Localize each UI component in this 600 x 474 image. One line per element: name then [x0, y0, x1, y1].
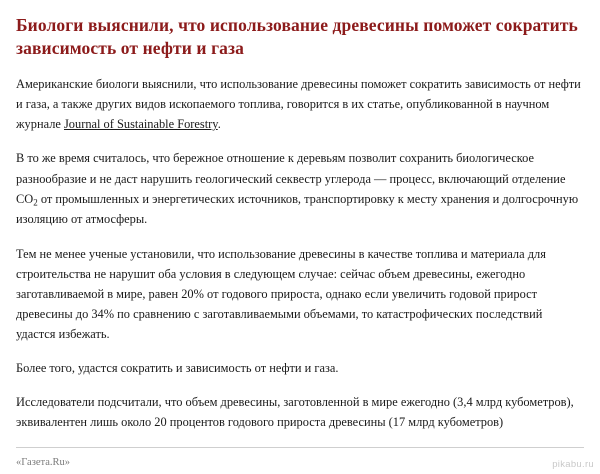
journal-link[interactable]: Journal of Sustainable Forestry — [63, 117, 218, 132]
page-title: Биологи выяснили, что использование древесины поможет сократить зависимость от нефти и газа — [16, 15, 578, 59]
footer-divider — [16, 447, 584, 448]
article-paragraph-1 — [16, 74, 584, 134]
paragraph-text: Более того, удастся сократить и зависимость от нефти и газа. — [16, 361, 339, 376]
article-paragraph-4 — [16, 358, 584, 378]
article-paragraph-2 — [16, 148, 584, 229]
paragraph-text-tail: от промышленных и энергетических источников, транспортировку к месту хранения и долгосрочную изоляцию от атмосферы. — [16, 191, 579, 227]
paragraph-text: Исследователи подсчитали, что объем древесины, заготовленной в мире ежегодно (3,4 млрд кубометров), эквивалентен лишь около 20 процентов годового прироста древесины (17 млрд кубометров) — [16, 395, 574, 430]
co2-subscript: 2 — [33, 196, 38, 207]
article-paragraph-5 — [16, 392, 584, 432]
paragraph-text: Тем не менее ученые установили, что использование древесины в качестве топлива и материала для строительства не нарушит оба условия в следующем случае: сейчас объем древесины, ежегодно заготавливаемой в мире, равен 20% от годового прироста, однако если увеличить годовой прирост древесины до 34% по сравнению с заготавливаемыми объемами, то катастрофических последствий удастся избежать. — [16, 246, 546, 341]
paragraph-text: В то же время считалось, что бережное отношение к деревьям позволит сохранить биологическое разнообразие и не даст нарушить геологический секвестр углерода — процесс, включающий отделение CO — [16, 151, 566, 206]
paragraph-text: Американские биологи выяснили, что использование древесины поможет сократить зависимость от нефти и газа, а также других видов ископаемого топлива, говорится в их статье, опубликованной в научном журнале — [16, 77, 581, 132]
source-credit: «Газета.Ru» — [16, 457, 71, 468]
paragraph-text-tail: . — [217, 117, 221, 132]
article-paragraph-3 — [16, 244, 584, 344]
site-watermark: pikabu.ru — [552, 459, 594, 470]
